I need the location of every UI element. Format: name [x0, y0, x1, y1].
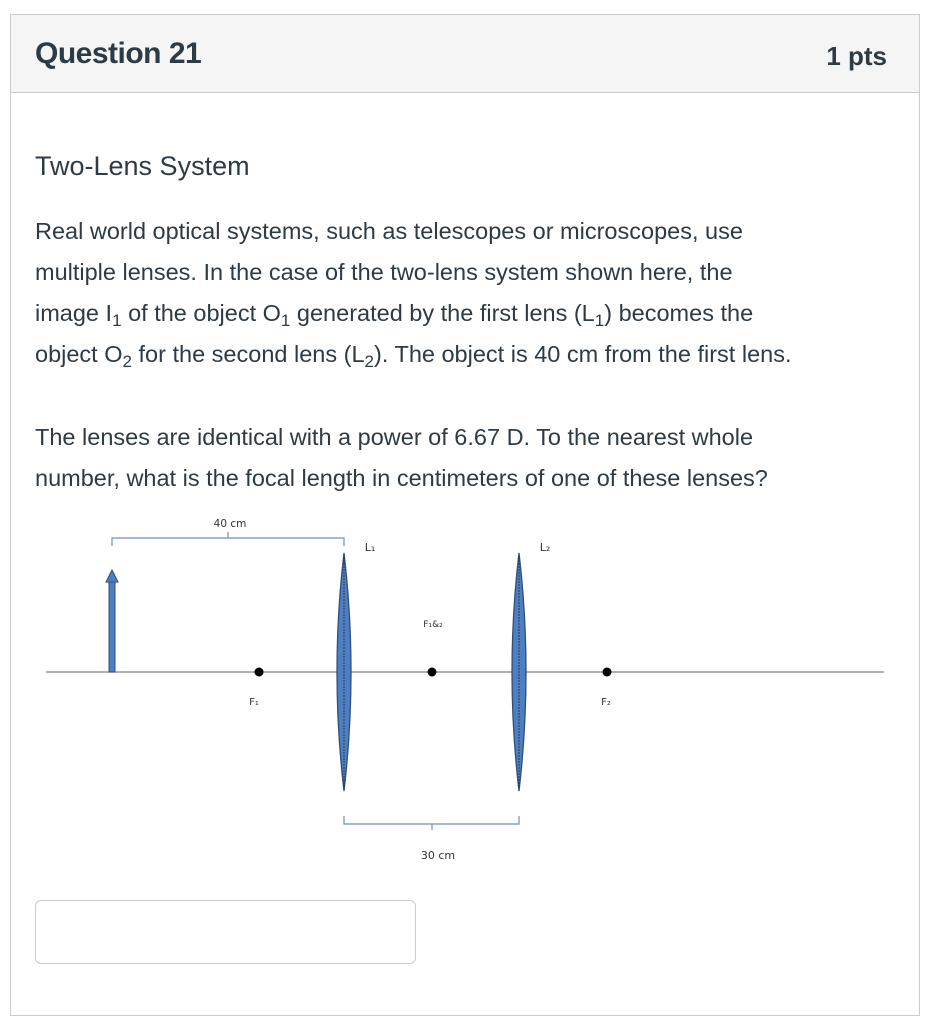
- question-header: [11, 15, 919, 93]
- question-card: [10, 14, 920, 1016]
- paragraph-line: number, what is the focal length in centimeters of one of these lenses?: [35, 465, 768, 491]
- question-paragraph-intro: [35, 211, 915, 375]
- two-lens-diagram: [11, 505, 919, 885]
- object-lens1-distance-label: 40 cm: [213, 518, 247, 530]
- lens-1-label: L₁: [364, 541, 376, 554]
- lens-spacing-bracket: [344, 816, 519, 830]
- focal-point-f2-label: F₂: [601, 697, 611, 708]
- focal-point-f12: [428, 668, 437, 677]
- paragraph-line: image $I_1$ of the object $O_1$ generated by the first lens $(L_1)$ becomes the: [35, 300, 754, 330]
- focal-point-f1-label: F₁: [249, 697, 259, 708]
- paragraph-line: multiple lenses. In the case of the two-lens system shown here, the: [35, 259, 733, 285]
- question-title: Question 21: [35, 37, 202, 70]
- paragraph-line: Real world optical systems, such as telescopes or microscopes, use: [35, 218, 743, 244]
- lens-spacing-label: 30 cm: [420, 849, 456, 862]
- object-lens1-bracket: [112, 532, 344, 546]
- section-title: Two-Lens System: [35, 151, 250, 181]
- focal-point-f12-label: F₁&₂: [423, 620, 443, 630]
- answer-input[interactable]: [35, 900, 416, 964]
- paragraph-line: object $O_2$ for the second lens $(L_2)$. The object is 40 cm from the first lens.: [35, 341, 792, 371]
- lens-2-label: L₂: [539, 541, 551, 554]
- question-paragraph-prompt: [35, 417, 915, 499]
- object-arrow: [106, 570, 118, 672]
- paragraph-line: The lenses are identical with a power of 6.67 D. To the nearest whole: [35, 424, 754, 450]
- focal-point-f1: [255, 668, 264, 677]
- focal-point-f2: [603, 668, 612, 677]
- question-points: 1 pts: [826, 41, 887, 71]
